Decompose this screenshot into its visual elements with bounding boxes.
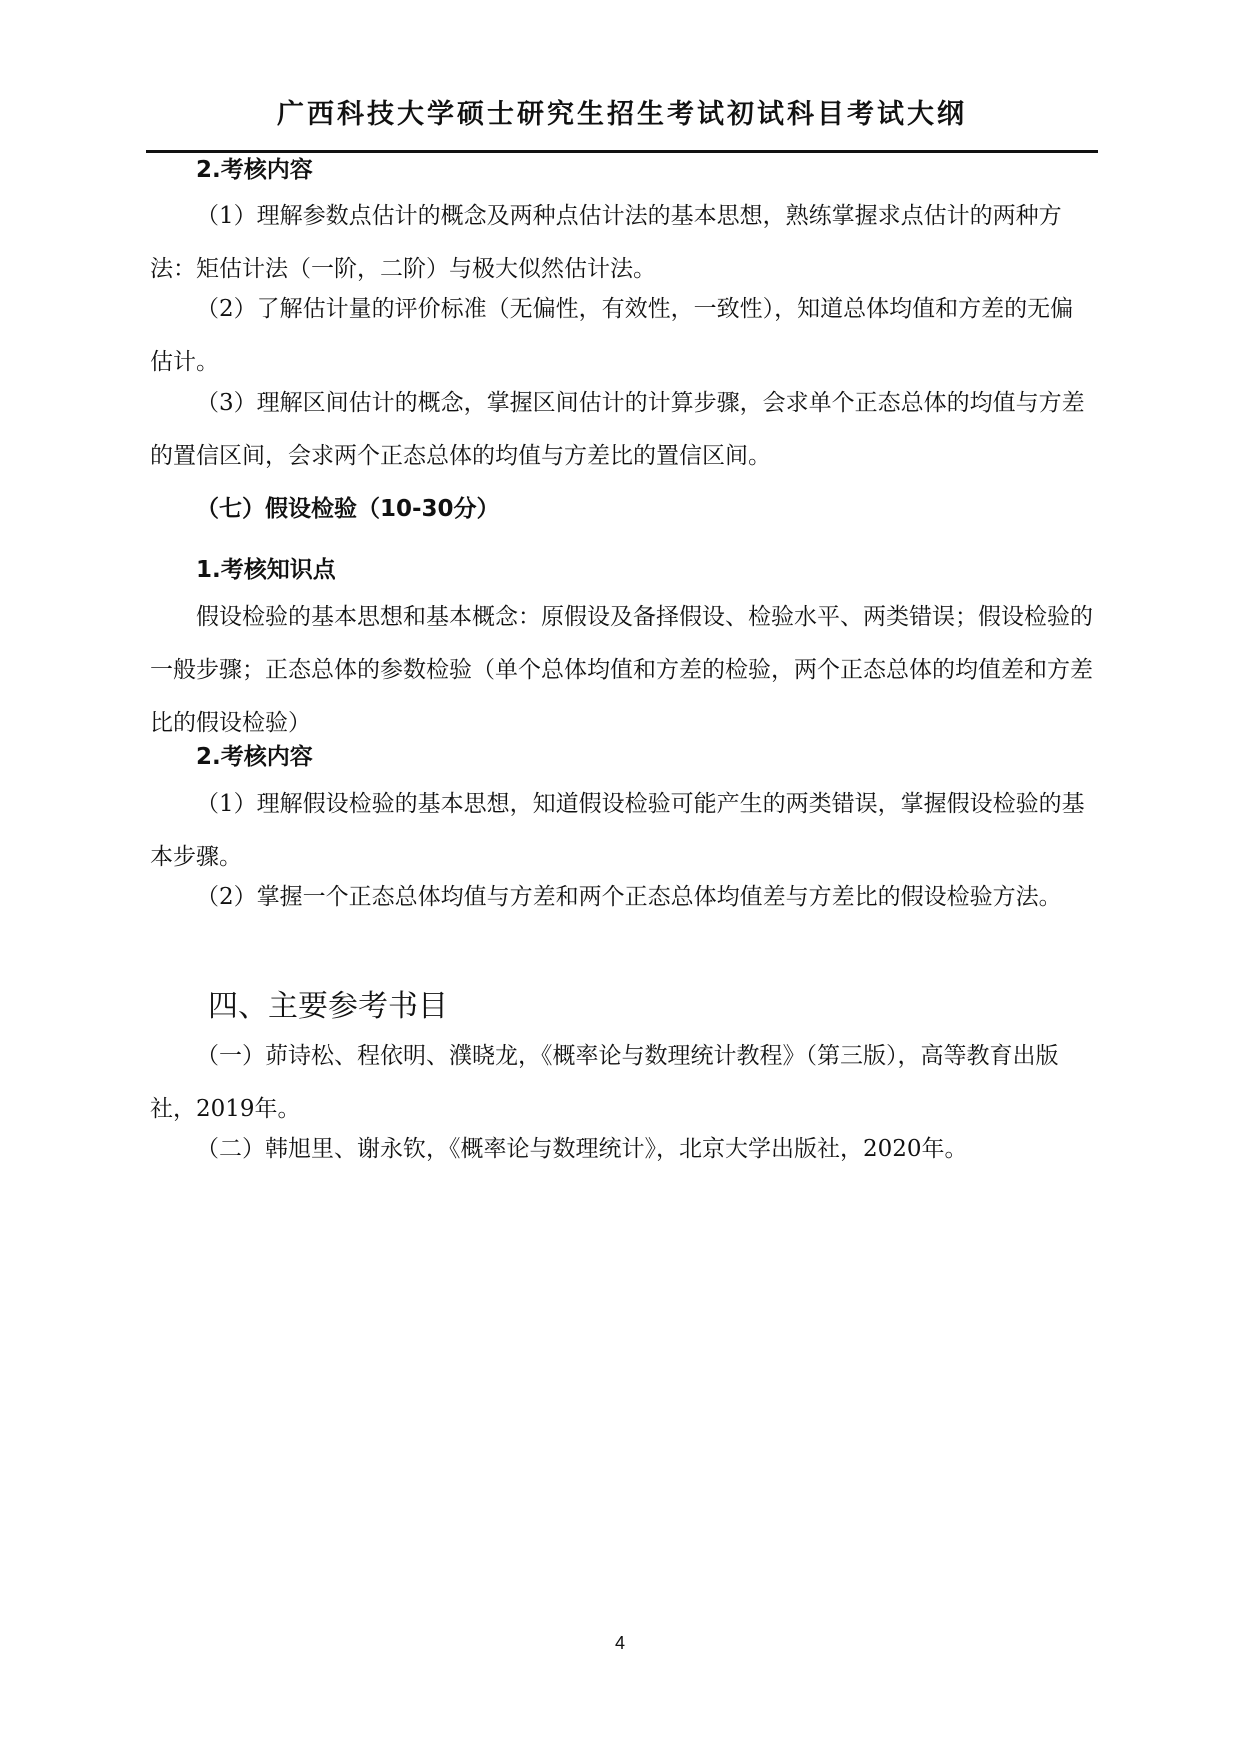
reference-item-1: （一）茆诗松、程依明、濮晓龙，《概率论与数理统计教程》（第三版），高等教育出版社，2019年。 <box>150 1043 1059 1122</box>
paragraph-interval-estimation: （3）理解区间估计的概念，掌握区间估计的计算步骤，会求单个正态总体的均值与方差的置信区间，会求两个正态总体的均值与方差比的置信区间。 <box>150 390 1085 469</box>
paragraph-hypothesis-methods: （2）掌握一个正态总体均值与方差和两个正态总体均值差与方差比的假设检验方法。 <box>196 884 1062 910</box>
section-heading-hypothesis-testing: （七）假设检验（10-30分） <box>196 496 500 522</box>
page-header-title: 广西科技大学硕士研究生招生考试初试科目考试大纲 <box>277 99 967 130</box>
paragraph-hypothesis-concepts: 假设检验的基本思想和基本概念：原假设及备择假设、检验水平、两类错误；假设检验的一般步骤；正态总体的参数检验（单个总体均值和方差的检验，两个正态总体的均值差和方差比的假设检验） <box>150 604 1093 736</box>
subheading-assessment-content-2: 2.考核内容 <box>196 744 313 770</box>
subheading-assessment-content: 2.考核内容 <box>196 157 313 183</box>
paragraph-point-estimation: （1）理解参数点估计的概念及两种点估计法的基本思想，熟练掌握求点估计的两种方法：矩估计法（一阶，二阶）与极大似然估计法。 <box>150 203 1062 282</box>
paragraph-hypothesis-understanding: （1）理解假设检验的基本思想，知道假设检验可能产生的两类错误，掌握假设检验的基本步骤。 <box>150 791 1085 870</box>
section-heading-references: 四、主要参考书目 <box>208 989 448 1024</box>
page-number: 4 <box>614 1633 625 1653</box>
subheading-knowledge-points: 1.考核知识点 <box>196 557 336 583</box>
paragraph-estimator-criteria: （2）了解估计量的评价标准（无偏性，有效性，一致性），知道总体均值和方差的无偏估计。 <box>150 296 1074 375</box>
reference-item-2: （二）韩旭里、谢永钦，《概率论与数理统计》，北京大学出版社，2020年。 <box>196 1136 968 1162</box>
